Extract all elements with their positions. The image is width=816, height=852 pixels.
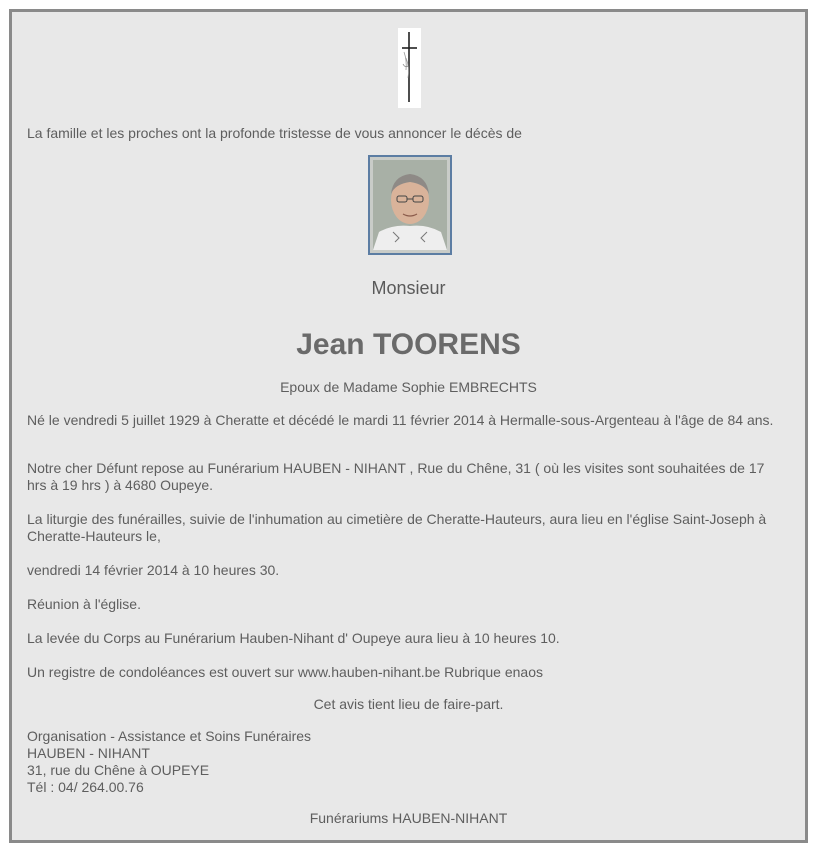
- cross-icon: [398, 28, 421, 108]
- deceased-name: Jean TOORENS: [296, 328, 521, 361]
- levee-text: La levée du Corps au Funérarium Hauben-Nihant d' Oupeye aura lieu à 10 heures 10.: [27, 630, 560, 646]
- org-line-2: HAUBEN - NIHANT: [27, 745, 150, 761]
- honorific: Monsieur: [371, 278, 446, 298]
- meeting-text: Réunion à l'église.: [27, 596, 141, 612]
- birth-death-paragraph: Né le vendredi 5 juillet 1929 à Cheratte et décédé le mardi 11 février 2014 à Hermalle-sous-Argenteau à l'âge de 84 ans.: [27, 412, 774, 428]
- notice-text: Cet avis tient lieu de faire-part.: [313, 696, 504, 712]
- spouse-line: Epoux de Madame Sophie EMBRECHTS: [280, 379, 537, 395]
- footer-signature: Funérariums HAUBEN-NIHANT: [309, 810, 508, 826]
- repose-paragraph: Notre cher Défunt repose au Funérarium HAUBEN - NIHANT , Rue du Chêne, 31 ( où les visites sont souhaitées de 17 hrs à 19 hrs ) à 4680 Oupeye.: [27, 460, 765, 493]
- obituary-card: [9, 9, 808, 843]
- org-line-3: 31, rue du Chêne à OUPEYE: [27, 762, 210, 778]
- portrait-photo: [368, 155, 452, 255]
- ceremony-date: vendredi 14 février 2014 à 10 heures 30.: [27, 562, 280, 578]
- intro-text: La famille et les proches ont la profonde tristesse de vous annoncer le décès de: [27, 125, 522, 141]
- org-phone: Tél : 04/ 264.00.76: [27, 779, 144, 795]
- org-line-1: Organisation - Assistance et Soins Funéraires: [27, 728, 312, 744]
- condolence-register: Un registre de condoléances est ouvert sur www.hauben-nihant.be Rubrique enaos: [27, 664, 543, 680]
- liturgy-paragraph: La liturgie des funérailles, suivie de l'inhumation au cimetière de Cheratte-Hauteurs, aura lieu en l'église Saint-Joseph à Cheratte-Hauteurs le,: [27, 511, 767, 544]
